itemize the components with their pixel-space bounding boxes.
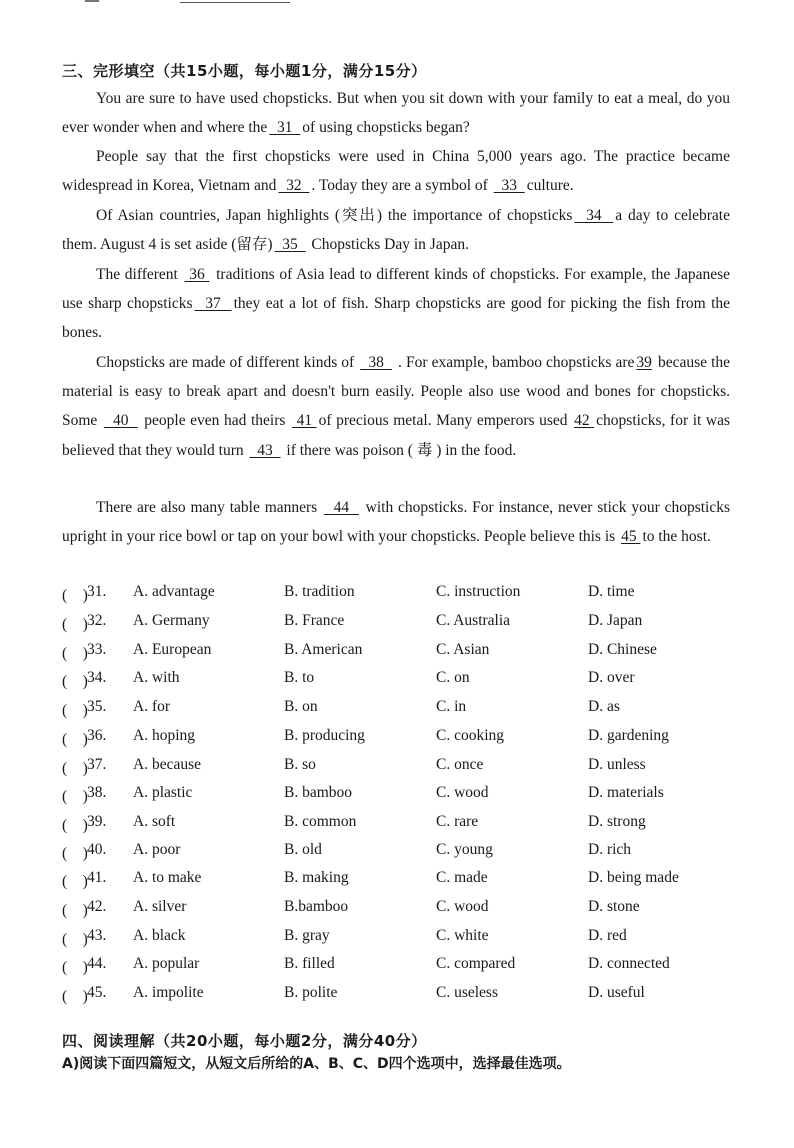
- option-b: B. filled: [284, 955, 335, 972]
- question-number: 36.: [87, 727, 107, 744]
- option-a: A. soft: [133, 813, 176, 830]
- option-c: C. wood: [436, 898, 489, 915]
- blank-40: 40: [103, 412, 138, 430]
- question-number: 41.: [87, 869, 107, 886]
- question-number: 31.: [87, 583, 107, 600]
- question-row: [62, 841, 742, 867]
- option-a: A. black: [133, 927, 186, 944]
- option-d: D. over: [588, 669, 635, 686]
- paragraph-6: There are also many table manners 44 with chopsticks. For instance, never stick your chopsticks upright in your rice bowl or tap on your bowl with your chopsticks. People believe this is 45 to the host.: [62, 499, 730, 546]
- scan-mark: [85, 0, 99, 2]
- option-a: A. popular: [133, 955, 200, 972]
- answer-paren[interactable]: ( ): [62, 988, 88, 1005]
- option-b: B. American: [284, 641, 363, 658]
- blank-37: 37: [194, 295, 232, 313]
- option-b: B. making: [284, 869, 349, 886]
- option-b: B. on: [284, 698, 318, 715]
- answer-paren[interactable]: ( ): [62, 959, 88, 976]
- blank-33: 33: [493, 177, 525, 195]
- option-a: A. hoping: [133, 727, 195, 744]
- blank-38: 38: [360, 354, 392, 371]
- option-c: C. once: [436, 756, 484, 773]
- option-d: D. rich: [588, 841, 632, 858]
- option-a: A. plastic: [133, 784, 193, 801]
- option-c: C. useless: [436, 984, 498, 1001]
- option-a: A. advantage: [133, 583, 215, 600]
- question-row: [62, 612, 742, 638]
- question-number: 39.: [87, 813, 107, 830]
- option-c: C. instruction: [436, 583, 521, 600]
- option-c: C. white: [436, 927, 489, 944]
- blank-41: 41: [291, 412, 317, 430]
- top-divider: [180, 2, 290, 3]
- option-d: D. being made: [588, 869, 679, 886]
- option-a: A. to make: [133, 869, 202, 886]
- option-c: C. cooking: [436, 727, 505, 744]
- blank-34: 34: [574, 207, 614, 224]
- question-row: [62, 955, 742, 981]
- option-d: D. unless: [588, 756, 646, 773]
- option-a: A. Germany: [133, 612, 210, 629]
- question-number: 44.: [87, 955, 107, 972]
- answer-paren[interactable]: ( ): [62, 731, 88, 748]
- option-d: D. stone: [588, 898, 640, 915]
- blank-32: 32: [278, 177, 310, 195]
- option-c: C. wood: [436, 784, 489, 801]
- question-row: [62, 669, 742, 695]
- question-number: 42.: [87, 898, 107, 915]
- option-b: B. old: [284, 841, 322, 858]
- option-c: C. compared: [436, 955, 516, 972]
- question-number: 32.: [87, 612, 107, 629]
- option-d: D. strong: [588, 813, 646, 830]
- option-b: B. common: [284, 813, 357, 830]
- option-d: D. connected: [588, 955, 670, 972]
- answer-paren[interactable]: ( ): [62, 702, 88, 719]
- blank-31: 31: [269, 119, 301, 137]
- blank-44: 44: [324, 499, 359, 516]
- option-b: B. so: [284, 756, 316, 773]
- blank-39: 39: [636, 354, 652, 371]
- question-number: 38.: [87, 784, 107, 801]
- answer-paren[interactable]: ( ): [62, 645, 88, 662]
- question-row: [62, 727, 742, 753]
- blank-36: 36: [184, 266, 210, 283]
- option-a: A. impolite: [133, 984, 204, 1001]
- option-d: D. gardening: [588, 727, 669, 744]
- question-row: [62, 756, 742, 782]
- option-c: C. made: [436, 869, 488, 886]
- question-row: [62, 641, 742, 667]
- question-number: 35.: [87, 698, 107, 715]
- answer-paren[interactable]: ( ): [62, 931, 88, 948]
- section4-instruction: A)阅读下面四篇短文，从短文后所给的A、B、C、D四个选项中，选择最佳选项。: [62, 1056, 571, 1072]
- question-number: 43.: [87, 927, 107, 944]
- option-b: B.bamboo: [284, 898, 349, 915]
- answer-paren[interactable]: ( ): [62, 873, 88, 890]
- question-row: [62, 813, 742, 839]
- section4-title: 四、阅读理解（共20小题，每小题2分，满分40分）: [62, 1032, 427, 1050]
- option-b: B. bamboo: [284, 784, 353, 801]
- option-c: C. in: [436, 698, 467, 715]
- option-a: A. for: [133, 698, 171, 715]
- answer-paren[interactable]: ( ): [62, 760, 88, 777]
- option-a: A. because: [133, 756, 201, 773]
- question-row: [62, 698, 742, 724]
- option-d: D. materials: [588, 784, 664, 801]
- option-b: B. producing: [284, 727, 365, 744]
- paragraph-4: The different 36 traditions of Asia lead to different kinds of chopsticks. For example, the Japanese use sharp chopsticks 37 they eat a lot of fish. Sharp chopsticks are good for picking the fish from the bones.: [62, 266, 731, 342]
- answer-paren[interactable]: ( ): [62, 817, 88, 834]
- option-b: B. gray: [284, 927, 330, 944]
- question-row: [62, 984, 742, 1010]
- question-number: 34.: [87, 669, 107, 686]
- option-a: A. with: [133, 669, 180, 686]
- option-b: B. polite: [284, 984, 338, 1001]
- blank-43: 43: [249, 441, 281, 459]
- option-b: B. to: [284, 669, 315, 686]
- option-d: D. as: [588, 698, 620, 715]
- question-row: [62, 927, 742, 953]
- paragraph-5: Chopsticks are made of different kinds of 38 . For example, bamboo chopsticks are 39 because the material is easy to break apart and doesn't burn easily. People also use wood and bones for chopsticks. Some 40 people even had theirs 41 of precious metal. Many emperors used 42 chopsticks, for it was believed that they would turn 43 if there was poison ( 毒 ) in the food.: [62, 354, 731, 459]
- paragraph-1: You are sure to have used chopsticks. But when you sit down with your family to eat a meal, do you ever wonder when and where the 31 of using chopsticks began?: [62, 90, 730, 137]
- question-row: [62, 898, 742, 924]
- option-c: C. on: [436, 669, 470, 686]
- option-d: D. Chinese: [588, 641, 657, 658]
- question-row: [62, 784, 742, 810]
- question-row: [62, 583, 742, 609]
- option-a: A. silver: [133, 898, 187, 915]
- question-number: 40.: [87, 841, 107, 858]
- question-number: 37.: [87, 756, 107, 773]
- paragraph-3: Of Asian countries, Japan highlights (突出) the importance of chopsticks 34 a day to celebrate them. August 4 is set aside (留存) 35 Chopsticks Day in Japan.: [62, 207, 730, 254]
- answer-paren[interactable]: ( ): [62, 788, 88, 805]
- blank-45: 45: [621, 528, 641, 546]
- option-b: B. France: [284, 612, 345, 629]
- option-d: D. Japan: [588, 612, 643, 629]
- option-c: C. rare: [436, 813, 479, 830]
- paragraph-2: People say that the first chopsticks were used in China 5,000 years ago. The practice became widespread in Korea, Vietnam and 32 . Today they are a symbol of 33 culture.: [62, 148, 730, 195]
- option-c: C. young: [436, 841, 493, 858]
- blank-35: 35: [274, 236, 306, 254]
- answer-paren[interactable]: ( ): [62, 902, 88, 919]
- option-c: C. Asian: [436, 641, 490, 658]
- section3-title: 三、完形填空（共15小题，每小题1分，满分15分）: [62, 62, 427, 80]
- answer-paren[interactable]: ( ): [62, 616, 88, 633]
- option-c: C. Australia: [436, 612, 511, 629]
- option-d: D. useful: [588, 984, 645, 1001]
- blank-42: 42: [574, 412, 595, 430]
- option-d: D. time: [588, 583, 635, 600]
- option-d: D. red: [588, 927, 627, 944]
- question-number: 33.: [87, 641, 107, 658]
- option-b: B. tradition: [284, 583, 355, 600]
- option-a: A. European: [133, 641, 212, 658]
- answer-paren[interactable]: ( ): [62, 845, 88, 862]
- answer-paren[interactable]: ( ): [62, 673, 88, 690]
- answer-paren[interactable]: ( ): [62, 587, 88, 604]
- question-number: 45.: [87, 984, 107, 1001]
- question-row: [62, 869, 742, 895]
- option-a: A. poor: [133, 841, 181, 858]
